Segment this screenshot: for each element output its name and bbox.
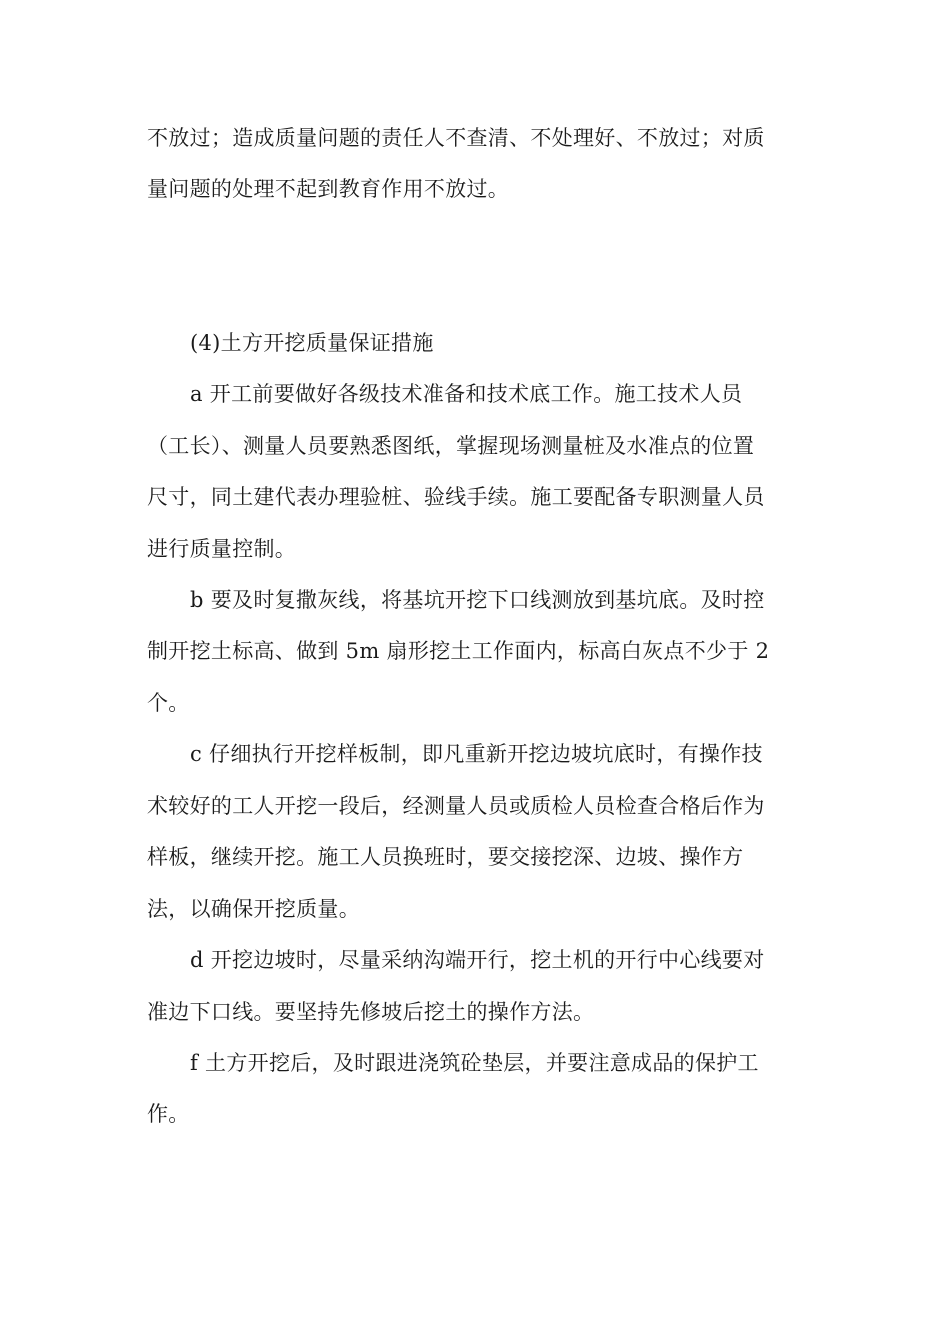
- paragraph-line: 量问题的处理不起到教育作用不放过。: [147, 177, 510, 201]
- paragraph-line: 进行质量控制。: [147, 537, 297, 561]
- paragraph-line: 法，以确保开挖质量。: [147, 897, 360, 921]
- paragraph-line: b 要及时复撒灰线，将基坑开挖下口线测放到基坑底。及时控: [190, 588, 765, 612]
- paragraph-line: c 仔细执行开挖样板制，即凡重新开挖边坡坑底时，有操作技: [190, 742, 763, 766]
- paragraph-line: （工长）、测量人员要熟悉图纸，掌握现场测量桩及水准点的位置: [147, 434, 755, 458]
- paragraph-line: a 开工前要做好各级技术准备和技术底工作。施工技术人员: [190, 382, 743, 406]
- paragraph-line: 术较好的工人开挖一段后，经测量人员或质检人员检查合格后作为: [147, 794, 765, 818]
- paragraph-line: d 开挖边坡时，尽量采纳沟端开行，挖土机的开行中心线要对: [190, 948, 765, 972]
- section-heading: (4)土方开挖质量保证措施: [190, 331, 434, 355]
- paragraph-line: 样板，继续开挖。施工人员换班时，要交接挖深、边坡、操作方: [147, 845, 744, 869]
- paragraph-line: 作。: [147, 1102, 190, 1126]
- paragraph-line: 制开挖土标高、做到 5m 扇形挖土工作面内，标高白灰点不少于 2: [147, 639, 770, 663]
- paragraph-line: 尺寸，同土建代表办理验桩、验线手续。施工要配备专职测量人员: [147, 485, 765, 509]
- paragraph-line: f 土方开挖后，及时跟进浇筑砼垫层，并要注意成品的保护工: [190, 1051, 759, 1075]
- paragraph-line: 准边下口线。要坚持先修坡后挖土的操作方法。: [147, 1000, 595, 1024]
- paragraph-line: 不放过；造成质量问题的责任人不查清、不处理好、不放过；对质: [147, 126, 765, 150]
- paragraph-line: 个。: [147, 691, 190, 715]
